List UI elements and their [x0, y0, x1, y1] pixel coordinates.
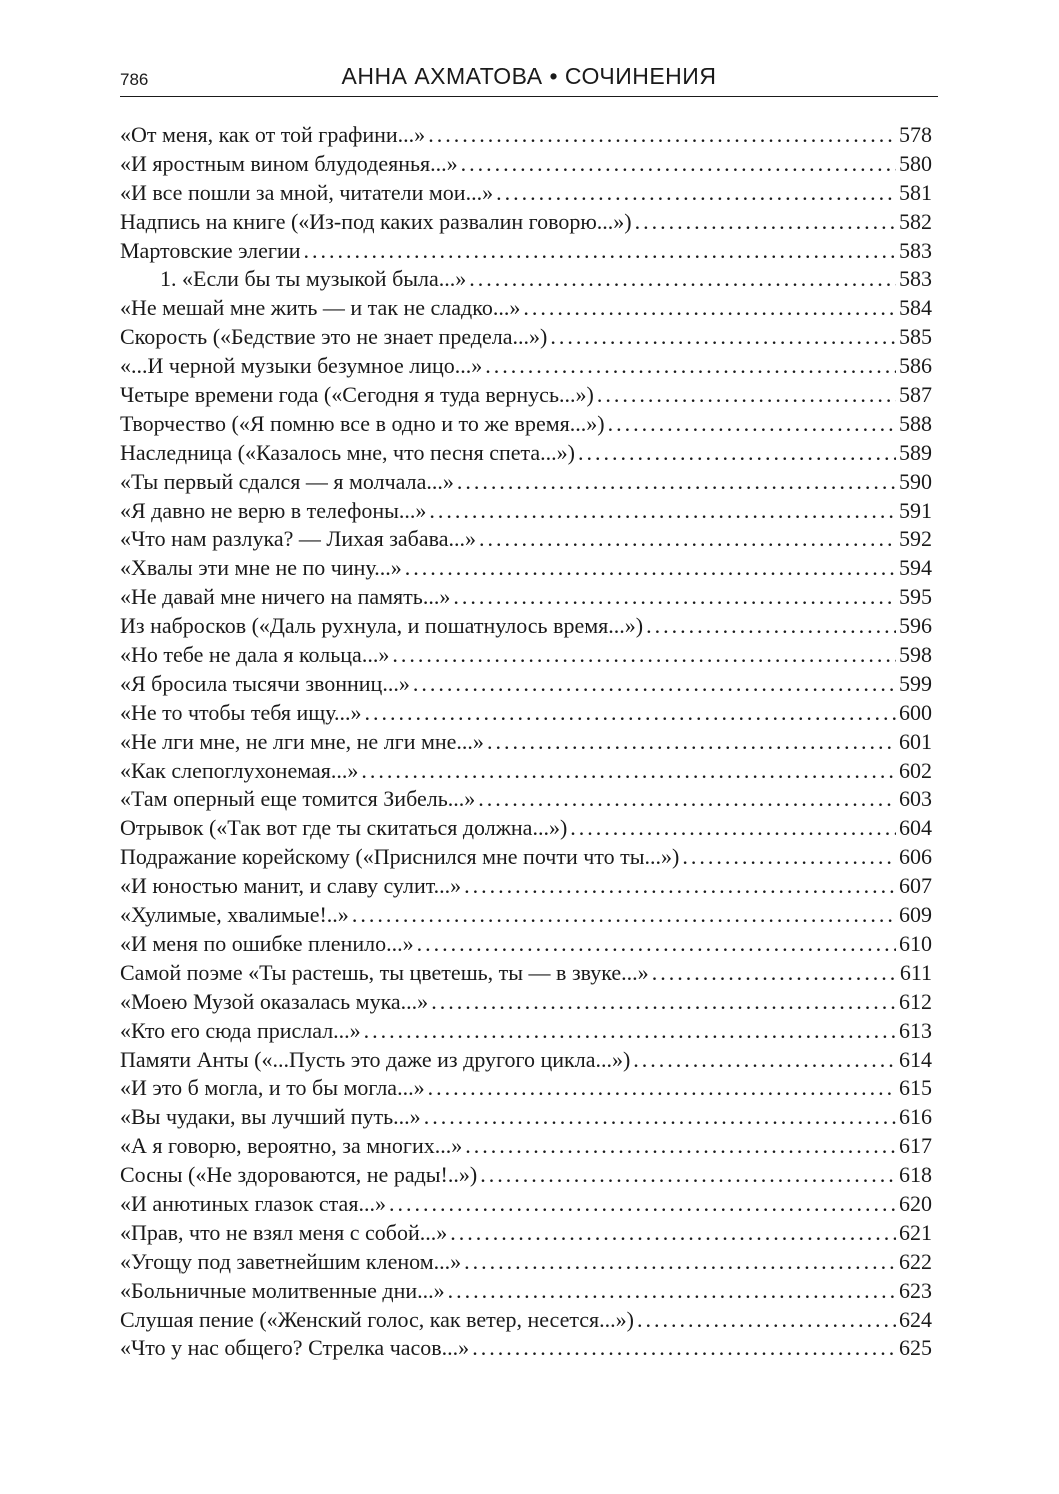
toc-entry-title: «Как слепоглухонемая...» [120, 757, 359, 783]
toc-entry-page: 623 [899, 1277, 932, 1303]
toc-entry [120, 1219, 932, 1248]
dot-leader [431, 988, 896, 1017]
dot-leader [523, 294, 896, 323]
toc-entry-page: 609 [899, 902, 932, 928]
toc-entry-page: 600 [899, 699, 932, 725]
toc-entry-page: 583 [899, 266, 932, 292]
toc-entry-page: 594 [899, 555, 932, 581]
toc-entry-title: «Вы чудаки, вы лучший путь...» [120, 1104, 421, 1130]
toc-entry-page: 582 [899, 208, 932, 234]
running-title: АННА АХМАТОВА • СОЧИНЕНИЯ [341, 63, 717, 89]
toc-entry-page: 615 [899, 1075, 932, 1101]
toc-entry-page: 595 [899, 584, 932, 610]
dot-leader [637, 1306, 896, 1335]
toc-entry [120, 699, 932, 728]
toc-entry-page: 588 [899, 410, 932, 436]
dot-leader [652, 959, 897, 988]
toc-entry-title: «Прав, что не взял меня с собой...» [120, 1219, 448, 1245]
toc-entry-title: Творчество («Я помню все в одно и то же время...») [120, 410, 605, 436]
toc-entry-title: Памяти Анты («...Пусть это даже из другого цикла...») [120, 1046, 631, 1072]
toc-entry [120, 410, 932, 439]
toc-entry [120, 930, 932, 959]
toc-entry-title: Самой поэме «Ты растешь, ты цветешь, ты — в звуке...» [120, 959, 649, 985]
table-of-contents [120, 121, 932, 1363]
toc-entry-title: Четыре времени года («Сегодня я туда вернусь...») [120, 382, 594, 408]
toc-entry [120, 670, 932, 699]
toc-entry [120, 468, 932, 497]
dot-leader [428, 1074, 896, 1103]
page-number: 786 [120, 70, 149, 89]
dot-leader [464, 1248, 896, 1277]
dot-leader [480, 1161, 896, 1190]
dot-leader [646, 612, 896, 641]
toc-entry [120, 439, 932, 468]
toc-entry-title: Скорость («Бедствие это не знает предела...») [120, 324, 548, 350]
toc-entry-title: «Но тебе не дала я кольца...» [120, 642, 390, 668]
toc-entry-title: «Больничные молитвенные дни...» [120, 1277, 445, 1303]
dot-leader [429, 497, 896, 526]
toc-entry-title: «Не лги мне, не лги мне, не лги мне...» [120, 728, 484, 754]
toc-entry-page: 607 [899, 873, 932, 899]
toc-entry [120, 988, 932, 1017]
toc-entry-title: «И анютиных глазок стая...» [120, 1190, 386, 1216]
toc-entry-title: «Я давно не верю в телефоны...» [120, 497, 427, 523]
toc-entry [120, 525, 932, 554]
dot-leader [361, 757, 896, 786]
dot-leader [389, 1190, 896, 1219]
toc-entry-page: 596 [899, 613, 932, 639]
toc-entry-title: Сосны («Не здороваются, не рады!..») [120, 1162, 478, 1188]
toc-entry-title: Подражание корейскому («Приснился мне почти что ты...») [120, 844, 680, 870]
toc-entry-page: 604 [899, 815, 932, 841]
toc-entry-page: 613 [899, 1017, 932, 1043]
toc-entry [120, 1248, 932, 1277]
toc-entry [120, 612, 932, 641]
toc-entry-page: 625 [899, 1335, 932, 1361]
toc-entry [120, 208, 932, 237]
toc-entry [120, 1190, 932, 1219]
toc-entry-title: «Я бросила тысячи звонниц...» [120, 670, 410, 696]
toc-entry-page: 606 [899, 844, 932, 870]
toc-entry-page: 610 [899, 930, 932, 956]
dot-leader [428, 121, 896, 150]
toc-entry-title: «Ты первый сдался — я молчала...» [120, 468, 454, 494]
toc-entry-title: «И меня по ошибке пленило...» [120, 930, 414, 956]
toc-entry-page: 592 [899, 526, 932, 552]
toc-entry-page: 602 [899, 757, 932, 783]
toc-entry [120, 1132, 932, 1161]
dot-leader [457, 468, 896, 497]
toc-entry-title: «И яростным вином блудодеянья...» [120, 150, 458, 176]
toc-entry-page: 598 [899, 642, 932, 668]
dot-leader [570, 814, 896, 843]
toc-entry-page: 617 [899, 1133, 932, 1159]
toc-entry [120, 1046, 932, 1075]
toc-entry-page: 591 [899, 497, 932, 523]
toc-entry-title: 1. «Если бы ты музыкой была...» [160, 266, 467, 292]
toc-entry-title: «Хвалы эти мне не по чину...» [120, 555, 402, 581]
toc-entry [120, 785, 932, 814]
dot-leader [487, 728, 896, 757]
toc-entry [120, 814, 932, 843]
toc-entry [120, 352, 932, 381]
toc-entry [120, 843, 932, 872]
toc-entry-title: «Кто его сюда прислал...» [120, 1017, 361, 1043]
dot-leader [365, 699, 897, 728]
toc-entry-page: 583 [899, 237, 932, 263]
dot-leader [478, 785, 896, 814]
toc-entry-title: «От меня, как от той графини...» [120, 122, 426, 147]
dot-leader [608, 410, 896, 439]
toc-entry-title: «Не то чтобы тебя ищу...» [120, 699, 362, 725]
toc-entry-page: 624 [899, 1306, 932, 1332]
toc-entry [120, 323, 932, 352]
toc-entry-title: Из набросков («Даль рухнула, и пошатнулось время...») [120, 613, 644, 639]
toc-entry-title: «Что у нас общего? Стрелка часов...» [120, 1335, 470, 1361]
toc-entry-title: «А я говорю, вероятно, за многих...» [120, 1133, 463, 1159]
dot-leader [450, 1219, 896, 1248]
toc-entry-page: 581 [899, 179, 932, 205]
toc-entry [120, 1074, 932, 1103]
toc-entry-title: Мартовские элегии [120, 237, 301, 263]
toc-entry-title: Слушая пение («Женский голос, как ветер, несется...») [120, 1306, 634, 1332]
toc-entry [120, 872, 932, 901]
dot-leader [417, 930, 896, 959]
toc-entry [120, 237, 932, 266]
toc-entry [120, 1277, 932, 1306]
dot-leader [392, 641, 896, 670]
toc-entry-page: 578 [899, 122, 932, 147]
toc-entry [120, 1334, 932, 1363]
dot-leader [413, 670, 896, 699]
dot-leader [485, 352, 896, 381]
toc-entry-title: Наследница («Казалось мне, что песня спета...») [120, 439, 575, 465]
toc-entry [120, 265, 932, 294]
toc-entry [120, 381, 932, 410]
toc-entry [120, 497, 932, 526]
toc-entry-page: 618 [899, 1162, 932, 1188]
toc-entry-title: «Угощу под заветнейшим кленом...» [120, 1248, 462, 1274]
toc-entry [120, 641, 932, 670]
dot-leader [682, 843, 896, 872]
dot-leader [364, 1017, 896, 1046]
toc-entry [120, 1161, 932, 1190]
toc-entry [120, 901, 932, 930]
toc-entry-title: «Хулимые, хвалимые!..» [120, 902, 349, 928]
toc-entry-page: 580 [899, 150, 932, 176]
dot-leader [405, 554, 896, 583]
dot-leader [479, 525, 896, 554]
toc-entry-page: 590 [899, 468, 932, 494]
toc-entry-page: 603 [899, 786, 932, 812]
toc-entry [120, 150, 932, 179]
dot-leader [453, 583, 896, 612]
toc-entry-page: 584 [899, 295, 932, 321]
toc-entry-page: 616 [899, 1104, 932, 1130]
toc-entry-page: 622 [899, 1248, 932, 1274]
toc-entry [120, 728, 932, 757]
dot-leader [469, 265, 896, 294]
toc-entry-page: 601 [899, 728, 932, 754]
toc-entry-title: «Что нам разлука? — Лихая забава...» [120, 526, 476, 552]
toc-entry [120, 1017, 932, 1046]
toc-entry-page: 587 [899, 382, 932, 408]
dot-leader [635, 208, 896, 237]
toc-entry-title: «И юностью манит, и славу сулит...» [120, 873, 462, 899]
toc-entry-title: «Не давай мне ничего на память...» [120, 584, 451, 610]
toc-entry-title: Надпись на книге («Из-под каких развалин говорю...») [120, 208, 632, 234]
toc-entry-page: 586 [899, 353, 932, 379]
toc-entry [120, 179, 932, 208]
toc-entry-page: 599 [899, 670, 932, 696]
dot-leader [465, 1132, 896, 1161]
toc-entry-page: 621 [899, 1219, 932, 1245]
dot-leader [472, 1334, 896, 1363]
toc-entry-page: 614 [899, 1046, 932, 1072]
toc-entry [120, 959, 932, 988]
toc-entry-title: «И это б могла, и то бы могла...» [120, 1075, 425, 1101]
dot-leader [496, 179, 896, 208]
toc-entry [120, 1103, 932, 1132]
toc-entry [120, 554, 932, 583]
dot-leader [578, 439, 896, 468]
toc-entry-title: «Моею Музой оказалась мука...» [120, 988, 429, 1014]
dot-leader [448, 1277, 896, 1306]
dot-leader [550, 323, 896, 352]
dot-leader [597, 381, 896, 410]
toc-entry [120, 757, 932, 786]
toc-entry [120, 121, 932, 150]
toc-entry-title: «...И черной музыки безумное лицо...» [120, 353, 483, 379]
toc-entry-title: «Там оперный еще томится Зибель...» [120, 786, 476, 812]
dot-leader [352, 901, 896, 930]
page-header [120, 62, 938, 97]
toc-entry [120, 583, 932, 612]
dot-leader [303, 237, 896, 266]
toc-entry-page: 611 [899, 959, 932, 985]
toc-entry-page: 589 [899, 439, 932, 465]
toc-entry-page: 612 [899, 988, 932, 1014]
toc-entry-title: Отрывок («Так вот где ты скитаться должна...») [120, 815, 568, 841]
toc-entry-title: «И все пошли за мной, читатели мои...» [120, 179, 494, 205]
toc-entry [120, 294, 932, 323]
toc-entry [120, 1306, 932, 1335]
toc-entry-page: 585 [899, 324, 932, 350]
dot-leader [464, 872, 896, 901]
dot-leader [461, 150, 896, 179]
toc-entry-title: «Не мешай мне жить — и так не сладко...» [120, 295, 521, 321]
dot-leader [424, 1103, 896, 1132]
toc-entry-page: 620 [899, 1190, 932, 1216]
dot-leader [633, 1046, 896, 1075]
